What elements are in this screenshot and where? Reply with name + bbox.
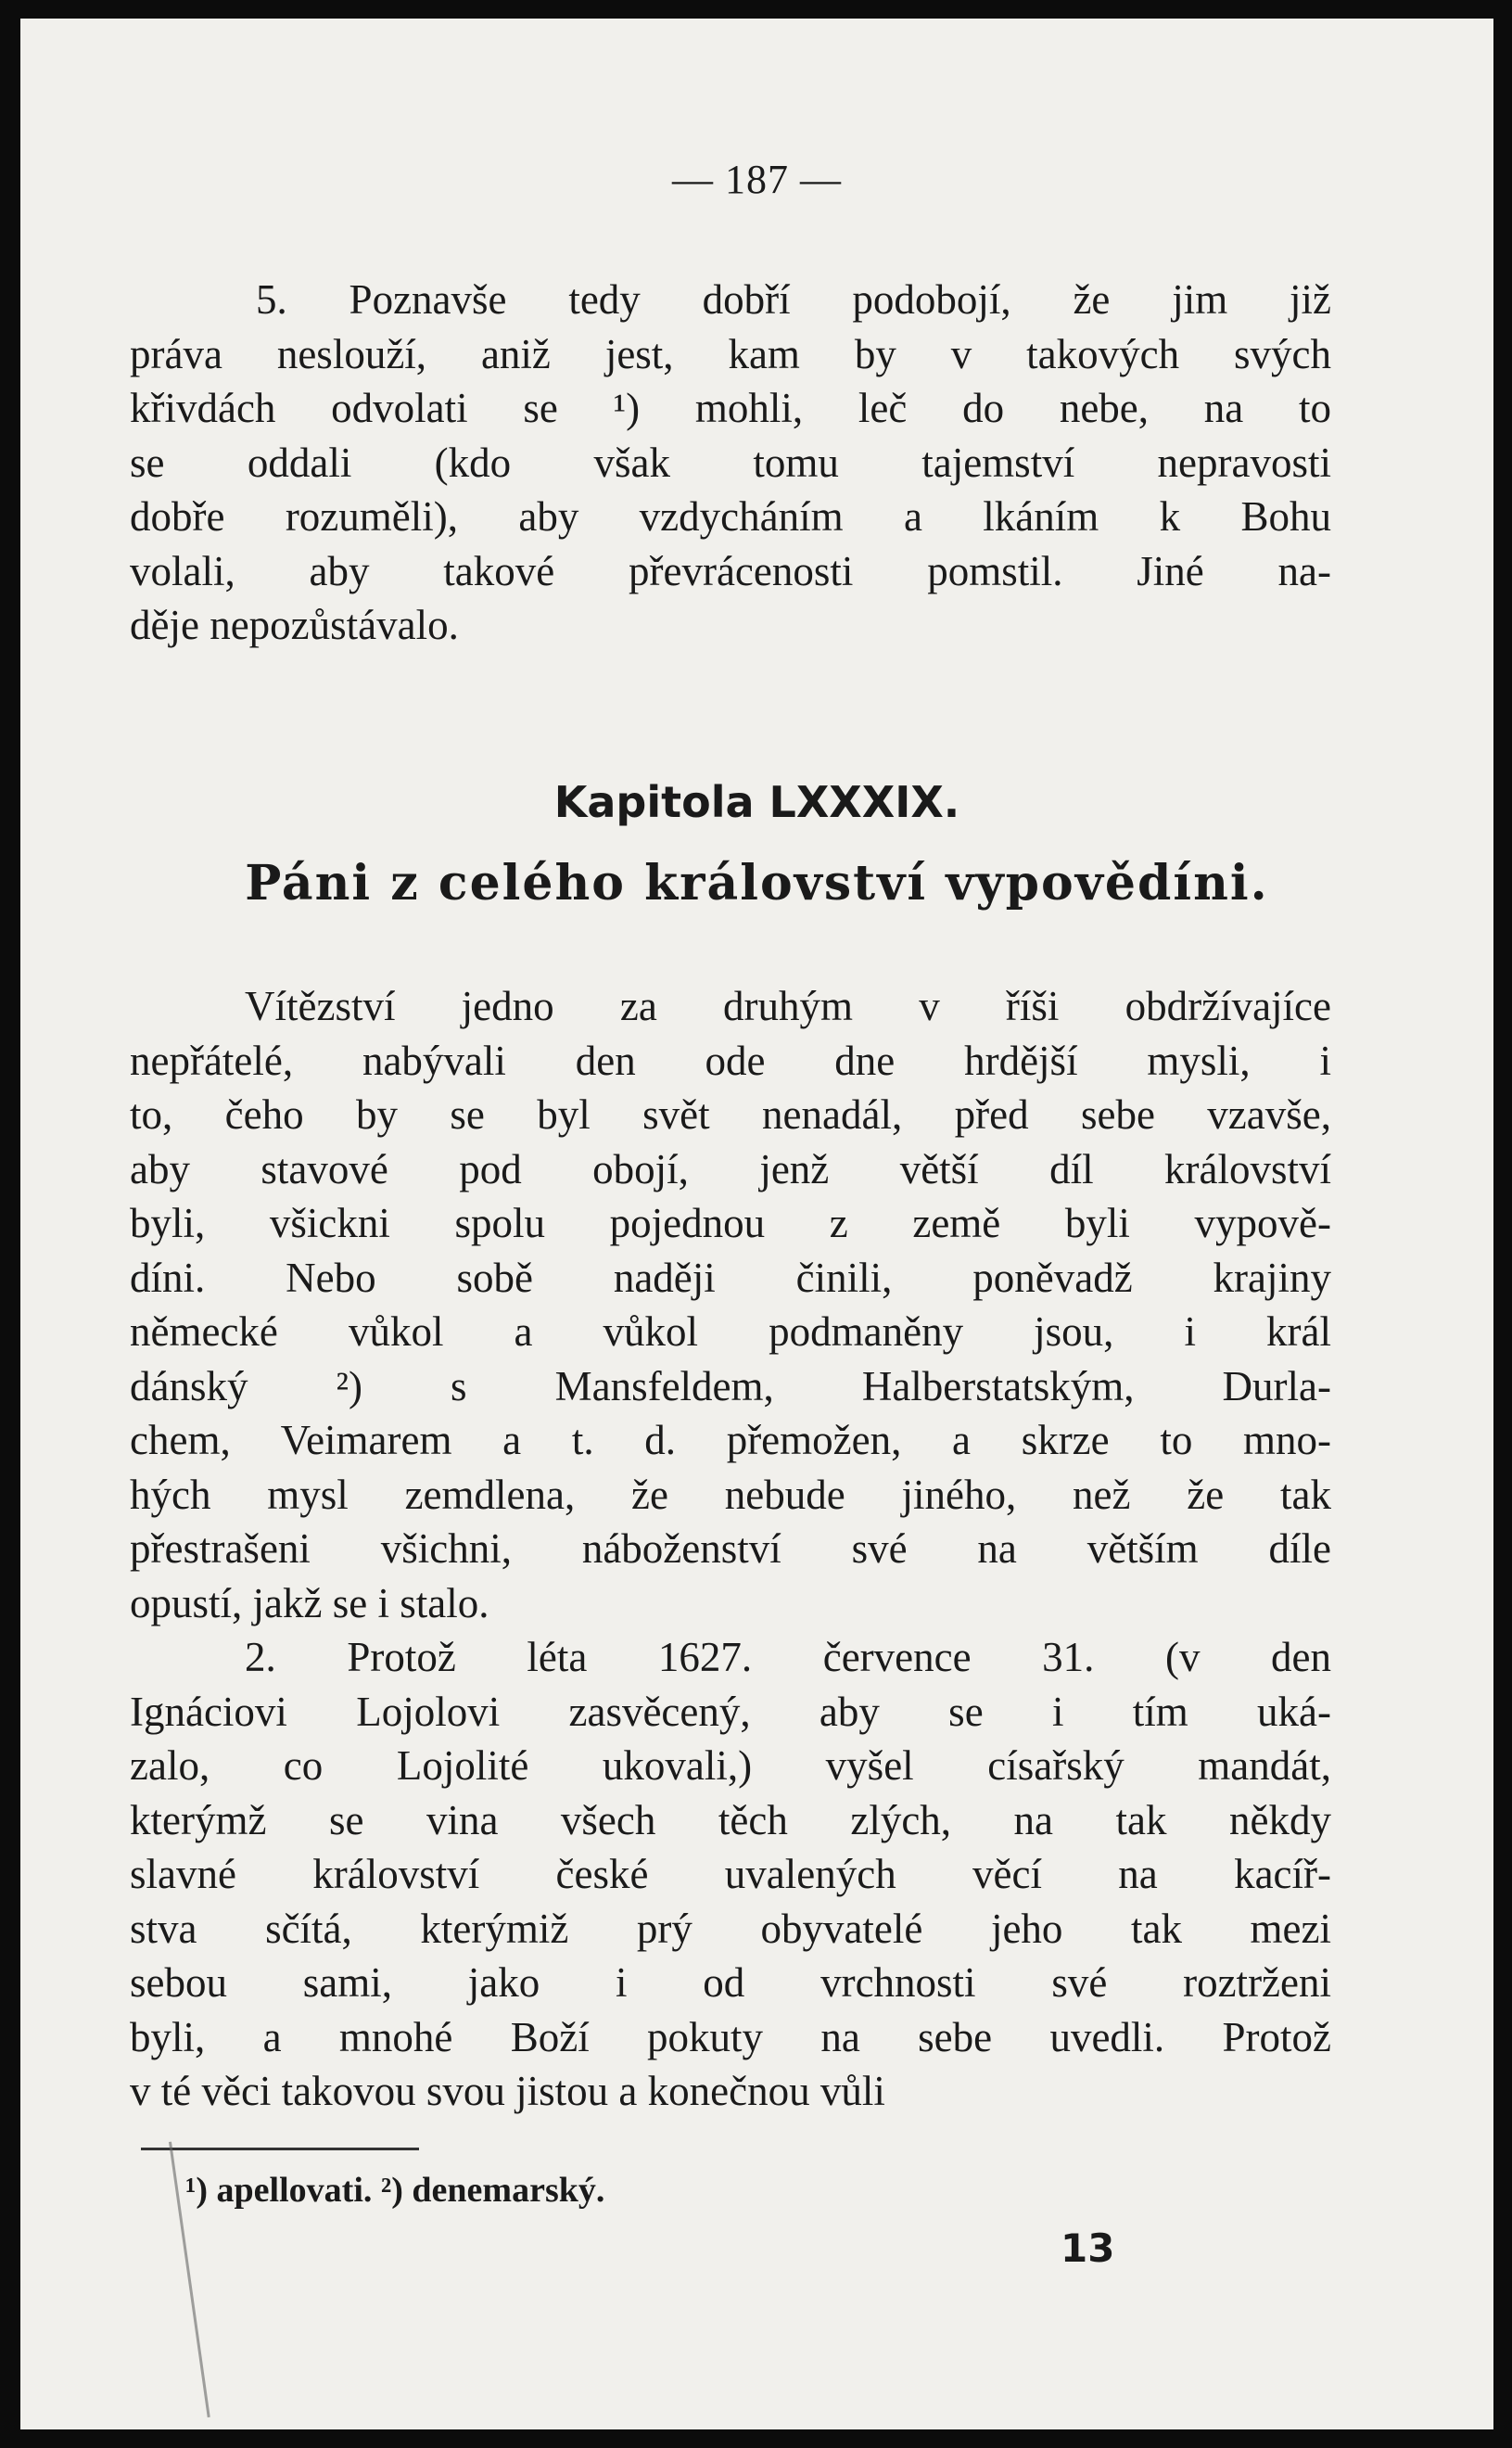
- text-line: byli, všickni spolu pojednou z země byli vypově-: [130, 1200, 1331, 1246]
- scan-edge-left: [0, 0, 20, 2448]
- text-line: kterýmž se vina všech těch zlých, na tak někdy: [130, 1796, 1331, 1843]
- section-3: [130, 1630, 1331, 2119]
- chapter-title: Páni z celého království vypovědíni.: [245, 855, 1269, 912]
- signature-mark: 13: [1061, 2225, 1115, 2271]
- text-line: volali, aby takové převrácenosti pomstil. Jiné na-: [130, 547, 1331, 594]
- text-line: nepřátelé, nabývali den ode dne hrdější mysli, i: [130, 1037, 1331, 1084]
- section-1: [130, 273, 1331, 653]
- text-line: díni. Nebo sobě naději činili, poněvadž krajiny: [130, 1254, 1331, 1301]
- text-line: stva sčítá, kterýmiž prý obyvatelé jeho tak mezi: [130, 1905, 1331, 1952]
- text-line: byli, a mnohé Boží pokuty na sebe uvedli. Protož: [130, 2013, 1331, 2060]
- scan-edge-bottom: [0, 2429, 1512, 2448]
- text-line: práva neslouží, aniž jest, kam by v takových svých: [130, 330, 1331, 377]
- section-2: [130, 979, 1331, 1630]
- page-number: — 187 —: [672, 157, 842, 202]
- footnote-rule: [141, 2148, 419, 2150]
- text-line: přestrašeni všichni, náboženství své na větším díle: [130, 1525, 1331, 1572]
- text-line: děje nepozůstávalo.: [130, 602, 459, 648]
- scan-edge-right: [1493, 19, 1512, 2429]
- text-line: dánský ²) s Mansfeldem, Halberstatským, Durla-: [130, 1362, 1331, 1409]
- text-line: se oddali (kdo však tomu tajemství nepravosti: [130, 439, 1331, 486]
- text-line: dobře rozuměli), aby vzdycháním a lkáním k Bohu: [130, 493, 1331, 540]
- text-line: Ignáciovi Lojolovi zasvěcený, aby se i tím uká-: [130, 1688, 1331, 1735]
- text-line: Vítězství jedno za druhým v říši obdržívajíce: [245, 983, 1331, 1029]
- text-line: 5. Poznavše tedy dobří podobojí, že jim již: [256, 276, 1331, 323]
- book-page: [20, 19, 1493, 2429]
- text-line: v té věci takovou svou jistou a konečnou vůli: [130, 2068, 885, 2114]
- text-line: slavné království české uvalených věcí na kacíř-: [130, 1851, 1331, 1897]
- text-line: zalo, co Lojolité ukovali,) vyšel císařský mandát,: [130, 1742, 1331, 1789]
- text-line: křivdách odvolati se ¹) mohli, leč do nebe, na to: [130, 385, 1331, 431]
- chapter-label: Kapitola LXXXIX.: [553, 777, 960, 827]
- text-line: chem, Veimarem a t. d. přemožen, a skrze to mno-: [130, 1417, 1331, 1463]
- text-line: aby stavové pod obojí, jenž větší díl království: [130, 1145, 1331, 1192]
- text-line: německé vůkol a vůkol podmaněny jsou, i král: [130, 1308, 1331, 1355]
- scan-edge-top: [0, 0, 1512, 19]
- footnotes: ¹) apellovati. ²) denemarský.: [185, 2171, 605, 2210]
- text-line: opustí, jakž se i stalo.: [130, 1579, 489, 1626]
- text-line: hých mysl zemdlena, že nebude jiného, než že tak: [130, 1471, 1331, 1518]
- text-line: 2. Protož léta 1627. července 31. (v den: [245, 1634, 1331, 1680]
- text-line: sebou sami, jako i od vrchnosti své roztrženi: [130, 1959, 1331, 2006]
- text-line: to, čeho by se byl svět nenadál, před sebe vzavše,: [130, 1091, 1331, 1138]
